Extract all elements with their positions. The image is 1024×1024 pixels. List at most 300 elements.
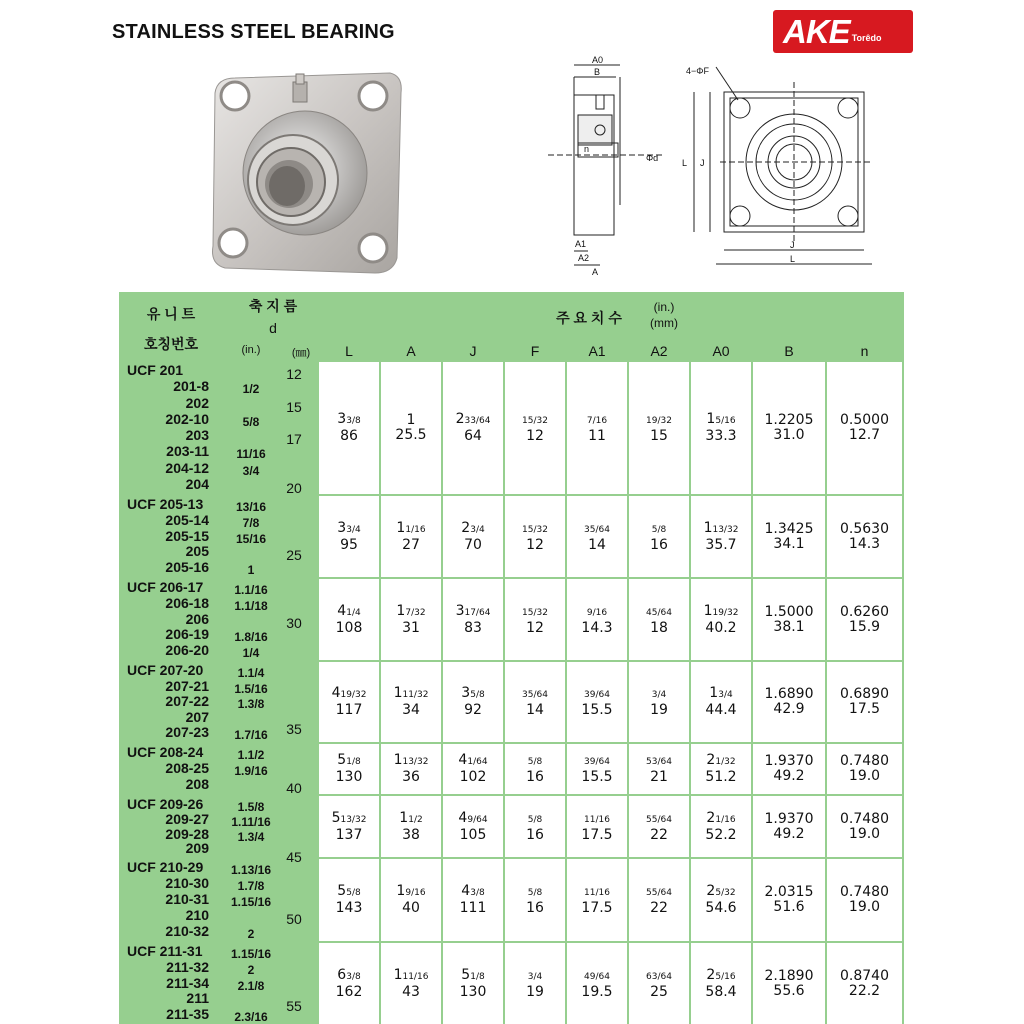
shaft-mm: 40 bbox=[286, 780, 302, 796]
shaft-inch: 2.3/16 bbox=[234, 1010, 268, 1024]
unit-number: UCF 207-20 bbox=[127, 662, 204, 678]
dim-mm: 19.0 bbox=[848, 768, 881, 784]
dim-inch: 21/16 bbox=[706, 809, 736, 826]
dim-a1 bbox=[567, 859, 627, 941]
shaft-mm: 55 bbox=[286, 997, 302, 1014]
unit-number: 205 bbox=[185, 543, 209, 560]
dim-inch: 1.5000 bbox=[764, 603, 814, 620]
dim-b bbox=[753, 859, 825, 941]
dim-mm: 34.1 bbox=[773, 535, 805, 552]
dim-f bbox=[505, 579, 565, 660]
dim-b bbox=[753, 943, 825, 1024]
dim-a0 bbox=[691, 943, 751, 1024]
dim-mm: 117 bbox=[335, 702, 363, 718]
dim-inch: 9/16 bbox=[586, 607, 608, 618]
dim-mm: 16 bbox=[526, 900, 544, 916]
unit-number: 210-31 bbox=[165, 891, 209, 907]
svg-text:J: J bbox=[700, 158, 705, 168]
dim-inch: 43/8 bbox=[461, 883, 485, 899]
svg-text:A2: A2 bbox=[578, 253, 590, 263]
dim-a bbox=[381, 579, 441, 660]
unit-number: UCF 208-24 bbox=[127, 744, 204, 760]
dim-inch: 0.7480 bbox=[840, 810, 889, 827]
logo-text: AKE bbox=[783, 13, 850, 50]
dim-inch: 513/32 bbox=[331, 809, 367, 826]
dim-inch: 2.0315 bbox=[764, 884, 814, 900]
dim-mm: 40.2 bbox=[705, 619, 737, 636]
dim-inch: 51/8 bbox=[461, 966, 485, 983]
unit-number: 202-10 bbox=[165, 410, 209, 427]
dim-inch: 111/16 bbox=[393, 966, 429, 983]
unit-number: UCF 210-29 bbox=[127, 859, 204, 875]
unit-number: 207 bbox=[185, 708, 209, 725]
dim-inch: 1.3425 bbox=[764, 520, 814, 537]
dim-inch: 45/64 bbox=[646, 607, 672, 618]
header-unit: 유 니 트 bbox=[146, 306, 196, 322]
dim-inch: 111/32 bbox=[393, 685, 429, 701]
dim-inch: 53/64 bbox=[646, 757, 672, 767]
unit-number: 210-30 bbox=[165, 875, 209, 891]
dim-a0 bbox=[691, 796, 751, 857]
dim-j bbox=[443, 796, 503, 857]
unit-number: 203 bbox=[185, 427, 209, 443]
dim-n bbox=[827, 859, 902, 941]
shaft-inch: 13/16 bbox=[235, 500, 267, 514]
front-view-diagram bbox=[680, 62, 880, 274]
dim-mm: 102 bbox=[459, 769, 487, 785]
dim-inch: 55/64 bbox=[646, 888, 672, 898]
dim-f bbox=[505, 943, 565, 1024]
dim-l bbox=[319, 943, 379, 1024]
dim-f bbox=[505, 796, 565, 857]
unit-number: 201-8 bbox=[173, 378, 209, 395]
shaft-inch: 15/16 bbox=[235, 531, 267, 546]
dim-mm: 22 bbox=[650, 826, 668, 843]
dim-inch: 15/32 bbox=[522, 524, 548, 535]
dim-mm: 18 bbox=[650, 619, 668, 636]
shaft-inch: 1.13/16 bbox=[230, 863, 272, 877]
dim-a bbox=[381, 362, 441, 494]
dim-mm: 25 bbox=[650, 983, 668, 1000]
dim-j bbox=[443, 859, 503, 941]
dim-a2 bbox=[629, 943, 689, 1024]
shaft-mm: 17 bbox=[286, 431, 302, 447]
dim-inch: 0.5630 bbox=[840, 520, 889, 537]
dim-mm: 162 bbox=[335, 983, 363, 1000]
dim-inch: 11/16 bbox=[584, 888, 610, 898]
dim-mm: 111 bbox=[459, 900, 487, 916]
dim-inch: 1.6890 bbox=[764, 686, 814, 702]
shaft-inch: 1.11/16 bbox=[231, 814, 271, 829]
dim-mm: 19.0 bbox=[848, 899, 881, 915]
dim-a0 bbox=[691, 579, 751, 660]
dim-inch: 1.9370 bbox=[764, 810, 814, 827]
unit-number: 209-28 bbox=[165, 825, 209, 842]
dimension-table bbox=[119, 292, 904, 1024]
dim-a2 bbox=[629, 859, 689, 941]
dim-inch: 25/16 bbox=[706, 966, 736, 983]
shaft-inch: 1.1/4 bbox=[237, 666, 265, 680]
dim-mm: 137 bbox=[335, 826, 363, 843]
shaft-inch: 3/4 bbox=[242, 463, 260, 478]
column-header-a: A bbox=[406, 343, 416, 359]
shaft-inch: 1.15/16 bbox=[230, 947, 272, 961]
dim-mm: 17.5 bbox=[848, 701, 881, 717]
dim-inch: 0.6890 bbox=[840, 686, 889, 702]
shaft-inch: 1.7/8 bbox=[237, 879, 265, 893]
dim-mm: 22.2 bbox=[848, 982, 881, 999]
dim-mm: 33.3 bbox=[705, 428, 737, 444]
dim-j bbox=[443, 496, 503, 577]
dim-inch: 19/32 bbox=[646, 416, 672, 426]
dim-inch: 35/64 bbox=[584, 524, 610, 535]
dim-mm: 108 bbox=[335, 619, 363, 636]
header-units-in: (in.) bbox=[653, 300, 675, 314]
dim-mm: 14 bbox=[526, 702, 544, 718]
dim-inch: 25/32 bbox=[706, 883, 736, 899]
dim-b bbox=[753, 662, 825, 742]
dim-n bbox=[827, 579, 902, 660]
dim-mm: 12 bbox=[526, 428, 544, 444]
dim-inch: 15/16 bbox=[706, 411, 736, 427]
dim-inch: 119/32 bbox=[703, 602, 739, 619]
dim-a1 bbox=[567, 662, 627, 742]
dim-a0 bbox=[691, 362, 751, 494]
dim-inch: 63/64 bbox=[646, 971, 672, 982]
dim-a0 bbox=[691, 744, 751, 794]
unit-number: 206 bbox=[185, 610, 209, 627]
dim-mm: 58.4 bbox=[705, 983, 737, 1000]
dim-inch: 1.9370 bbox=[764, 753, 814, 769]
header-units-mm: (mm) bbox=[650, 316, 678, 330]
dim-inch: 21/32 bbox=[706, 752, 736, 768]
svg-text:A1: A1 bbox=[575, 239, 587, 249]
dim-f bbox=[505, 859, 565, 941]
shaft-inch: 1.1/16 bbox=[234, 583, 268, 597]
dim-mm: 25.5 bbox=[395, 427, 427, 443]
dim-mm: 12.7 bbox=[848, 427, 881, 443]
dim-a2 bbox=[629, 796, 689, 857]
dim-b bbox=[753, 579, 825, 660]
dim-inch: 49/64 bbox=[584, 971, 610, 982]
unit-number: 210-32 bbox=[165, 923, 209, 939]
dim-inch: 15/32 bbox=[522, 607, 548, 618]
unit-number: 207-21 bbox=[165, 677, 209, 694]
column-header-a2: A2 bbox=[650, 343, 668, 359]
dim-mm: 12 bbox=[526, 619, 544, 636]
dim-inch: 3/4 bbox=[527, 971, 543, 982]
dim-l bbox=[319, 579, 379, 660]
dim-inch: 11/16 bbox=[396, 519, 426, 536]
dim-mm: 14.3 bbox=[581, 619, 613, 636]
dim-mm: 95 bbox=[340, 536, 358, 553]
shaft-mm: 15 bbox=[286, 398, 302, 415]
dim-inch: 39/64 bbox=[584, 757, 610, 767]
side-view-diagram bbox=[548, 55, 668, 280]
unit-number: 202 bbox=[185, 394, 209, 411]
shaft-inch: 1.5/16 bbox=[234, 681, 268, 696]
unit-number: 209-27 bbox=[165, 810, 209, 827]
bearing-photo bbox=[205, 68, 405, 278]
shaft-mm: 30 bbox=[286, 614, 302, 631]
dim-a0 bbox=[691, 662, 751, 742]
shaft-inch: 1.5/8 bbox=[237, 800, 265, 814]
svg-text:J: J bbox=[790, 240, 795, 250]
shaft-mm: 25 bbox=[286, 547, 302, 564]
dim-mm: 14.3 bbox=[848, 535, 881, 552]
unit-number: 208 bbox=[185, 776, 209, 792]
dim-a0 bbox=[691, 859, 751, 941]
dim-inch: 33/8 bbox=[337, 411, 361, 427]
dim-inch: 5/8 bbox=[527, 814, 543, 825]
unit-number: 211-35 bbox=[166, 1006, 209, 1023]
unit-number: 205-15 bbox=[165, 527, 209, 544]
dim-a1 bbox=[567, 362, 627, 494]
dim-mm: 38 bbox=[402, 826, 420, 843]
dim-mm: 40 bbox=[402, 900, 420, 916]
unit-number: 207-22 bbox=[165, 693, 209, 710]
dim-mm: 86 bbox=[340, 428, 358, 444]
dim-mm: 49.2 bbox=[773, 825, 805, 842]
dim-inch: 2.1890 bbox=[764, 967, 814, 984]
unit-number: 205-16 bbox=[165, 559, 209, 576]
unit-number: 211 bbox=[186, 990, 209, 1007]
logo-subtext: Torêdo bbox=[851, 32, 882, 43]
dim-inch: 1 bbox=[406, 412, 416, 428]
shaft-inch: 1.3/4 bbox=[237, 829, 265, 844]
dim-inch: 19/16 bbox=[396, 883, 426, 899]
unit-number: UCF 201 bbox=[127, 362, 184, 378]
dim-inch: 0.8740 bbox=[840, 967, 889, 984]
header-dims: 주 요 치 수 bbox=[556, 310, 622, 326]
dim-inch: 13/4 bbox=[709, 685, 733, 701]
dim-inch: 0.6260 bbox=[840, 603, 889, 620]
dim-mm: 130 bbox=[459, 983, 487, 1000]
dim-mm: 70 bbox=[464, 536, 482, 553]
unit-number: 211-32 bbox=[166, 958, 209, 975]
dim-a2 bbox=[629, 496, 689, 577]
shaft-inch: 2 bbox=[247, 927, 255, 941]
dim-a1 bbox=[567, 579, 627, 660]
svg-text:L: L bbox=[682, 158, 688, 168]
shaft-inch: 1.3/8 bbox=[237, 697, 265, 712]
dim-inch: 233/64 bbox=[455, 411, 491, 427]
dim-l bbox=[319, 744, 379, 794]
dim-l bbox=[319, 859, 379, 941]
dim-inch: 113/32 bbox=[703, 519, 739, 536]
dim-a bbox=[381, 744, 441, 794]
shaft-mm-cell bbox=[270, 496, 316, 577]
shaft-inch: 1.1/2 bbox=[237, 748, 265, 762]
dim-a1 bbox=[567, 796, 627, 857]
column-header-l: L bbox=[345, 343, 353, 359]
unit-number: 209 bbox=[185, 840, 209, 857]
dim-mm: 143 bbox=[335, 900, 363, 916]
dim-inch: 317/64 bbox=[455, 602, 491, 619]
dim-mm: 16 bbox=[526, 769, 544, 785]
dim-inch: 39/64 bbox=[584, 690, 610, 700]
dim-a2 bbox=[629, 662, 689, 742]
unit-number: 211-34 bbox=[166, 974, 209, 991]
unit-number: UCF 209-26 bbox=[127, 796, 204, 812]
unit-number: 204 bbox=[185, 475, 209, 492]
column-header-b: B bbox=[784, 343, 794, 359]
dim-inch: 11/2 bbox=[399, 809, 423, 826]
dim-n bbox=[827, 662, 902, 742]
dim-inch: 55/8 bbox=[337, 883, 361, 899]
dim-mm: 51.2 bbox=[705, 769, 737, 785]
unit-number: 210 bbox=[185, 907, 209, 923]
unit-number: 204-12 bbox=[165, 459, 209, 476]
dim-inch: 5/8 bbox=[527, 757, 543, 767]
dim-inch: 5/8 bbox=[527, 888, 543, 898]
dim-inch: 51/8 bbox=[337, 752, 361, 768]
header-shaft: 축 지 름 bbox=[248, 298, 298, 314]
dim-inch: 1.2205 bbox=[764, 412, 814, 428]
dim-mm: 17.5 bbox=[581, 826, 613, 843]
dim-a2 bbox=[629, 579, 689, 660]
dim-mm: 15.5 bbox=[581, 769, 613, 785]
dim-mm: 34 bbox=[402, 702, 420, 718]
column-header-n: n bbox=[860, 343, 869, 359]
unit-number: 208-25 bbox=[165, 760, 209, 776]
shaft-mm-cell bbox=[270, 859, 316, 941]
dim-inch: 55/64 bbox=[646, 814, 672, 825]
dim-a bbox=[381, 859, 441, 941]
dim-j bbox=[443, 362, 503, 494]
dim-inch: 3/4 bbox=[651, 690, 667, 700]
dim-mm: 15.5 bbox=[581, 702, 613, 718]
dim-n bbox=[827, 943, 902, 1024]
dim-f bbox=[505, 662, 565, 742]
dim-a2 bbox=[629, 744, 689, 794]
dim-b bbox=[753, 744, 825, 794]
column-header-a0: A0 bbox=[712, 343, 730, 359]
dim-mm: 19.5 bbox=[581, 983, 613, 1000]
shaft-inch: 11/16 bbox=[236, 447, 266, 462]
dim-j bbox=[443, 943, 503, 1024]
dim-j bbox=[443, 662, 503, 742]
shaft-inch: 1.15/16 bbox=[230, 895, 272, 909]
dim-inch: 0.7480 bbox=[840, 884, 889, 900]
dim-mm: 19 bbox=[526, 983, 544, 1000]
svg-text:L: L bbox=[790, 254, 796, 264]
dim-n bbox=[827, 744, 902, 794]
dim-j bbox=[443, 744, 503, 794]
dim-mm: 83 bbox=[464, 619, 482, 636]
dim-mm: 92 bbox=[464, 702, 482, 718]
dim-l bbox=[319, 796, 379, 857]
page-title: STAINLESS STEEL BEARING bbox=[112, 21, 395, 43]
header-d: d bbox=[269, 320, 277, 336]
dim-mm: 49.2 bbox=[773, 768, 805, 784]
svg-text:n: n bbox=[584, 144, 590, 154]
dim-inch: 0.5000 bbox=[840, 412, 889, 428]
unit-number: 205-14 bbox=[165, 511, 209, 528]
dim-l bbox=[319, 362, 379, 494]
dim-inch: 49/64 bbox=[458, 809, 488, 826]
dim-mm: 54.6 bbox=[705, 900, 737, 916]
dim-inch: 7/16 bbox=[586, 416, 608, 426]
svg-text:A0: A0 bbox=[592, 55, 604, 65]
dim-a0 bbox=[691, 496, 751, 577]
dim-mm: 16 bbox=[650, 536, 668, 553]
dim-mm: 38.1 bbox=[773, 618, 805, 635]
dim-l bbox=[319, 662, 379, 742]
svg-text:B: B bbox=[594, 67, 601, 77]
column-header-a1: A1 bbox=[588, 343, 606, 359]
unit-number: 203-11 bbox=[166, 443, 209, 460]
unit-number: UCF 205-13 bbox=[127, 496, 204, 512]
dim-mm: 27 bbox=[402, 536, 420, 553]
dim-mm: 52.2 bbox=[705, 826, 737, 843]
shaft-inch: 1.9/16 bbox=[234, 764, 268, 778]
dim-mm: 31 bbox=[402, 619, 420, 636]
dim-mm: 130 bbox=[335, 769, 363, 785]
dim-n bbox=[827, 362, 902, 494]
dim-inch: 41/64 bbox=[458, 752, 488, 768]
dim-mm: 12 bbox=[526, 536, 544, 553]
dim-mm: 43 bbox=[402, 983, 420, 1000]
dim-inch: 113/32 bbox=[393, 752, 429, 768]
dim-f bbox=[505, 362, 565, 494]
dim-mm: 21 bbox=[650, 769, 668, 785]
svg-text:A: A bbox=[592, 267, 599, 277]
header-in: (in.) bbox=[241, 344, 261, 356]
dim-mm: 17.5 bbox=[581, 900, 613, 916]
unit-number: UCF 206-17 bbox=[127, 579, 204, 595]
dim-mm: 14 bbox=[588, 536, 606, 553]
dim-f bbox=[505, 744, 565, 794]
dim-inch: 5/8 bbox=[651, 524, 667, 535]
dim-b bbox=[753, 796, 825, 857]
shaft-inch: 5/8 bbox=[242, 414, 260, 429]
dim-inch: 15/32 bbox=[522, 416, 548, 426]
dim-inch: 35/64 bbox=[522, 690, 548, 700]
dim-mm: 15.9 bbox=[848, 618, 881, 635]
dim-a bbox=[381, 496, 441, 577]
dim-mm: 11 bbox=[588, 428, 606, 444]
dim-inch: 23/4 bbox=[461, 519, 485, 536]
dim-n bbox=[827, 796, 902, 857]
shaft-inch: 1.1/18 bbox=[234, 598, 268, 613]
unit-number: UCF 211-31 bbox=[127, 943, 203, 959]
shaft-inch: 1 bbox=[247, 563, 255, 578]
shaft-mm: 20 bbox=[286, 479, 302, 496]
shaft-inch: 7/8 bbox=[242, 515, 260, 530]
column-header-j: J bbox=[469, 343, 477, 359]
dim-mm: 35.7 bbox=[705, 536, 737, 553]
brand-logo bbox=[773, 10, 913, 53]
shaft-inch: 1.7/16 bbox=[234, 728, 268, 743]
dim-b bbox=[753, 496, 825, 577]
dim-f bbox=[505, 496, 565, 577]
dim-mm: 105 bbox=[459, 826, 487, 843]
dim-mm: 44.4 bbox=[705, 702, 737, 718]
header-mm: (㎜) bbox=[291, 347, 311, 359]
dim-mm: 55.6 bbox=[773, 982, 805, 999]
shaft-inch: 1.8/16 bbox=[234, 630, 268, 645]
shaft-inch: 1/4 bbox=[242, 646, 260, 661]
dim-mm: 36 bbox=[402, 769, 420, 785]
unit-number: 206-19 bbox=[165, 626, 209, 643]
dim-mm: 64 bbox=[464, 428, 482, 444]
shaft-mm: 45 bbox=[286, 848, 302, 865]
dim-l bbox=[319, 496, 379, 577]
dim-a1 bbox=[567, 744, 627, 794]
dim-a bbox=[381, 662, 441, 742]
dim-mm: 19 bbox=[650, 702, 668, 718]
